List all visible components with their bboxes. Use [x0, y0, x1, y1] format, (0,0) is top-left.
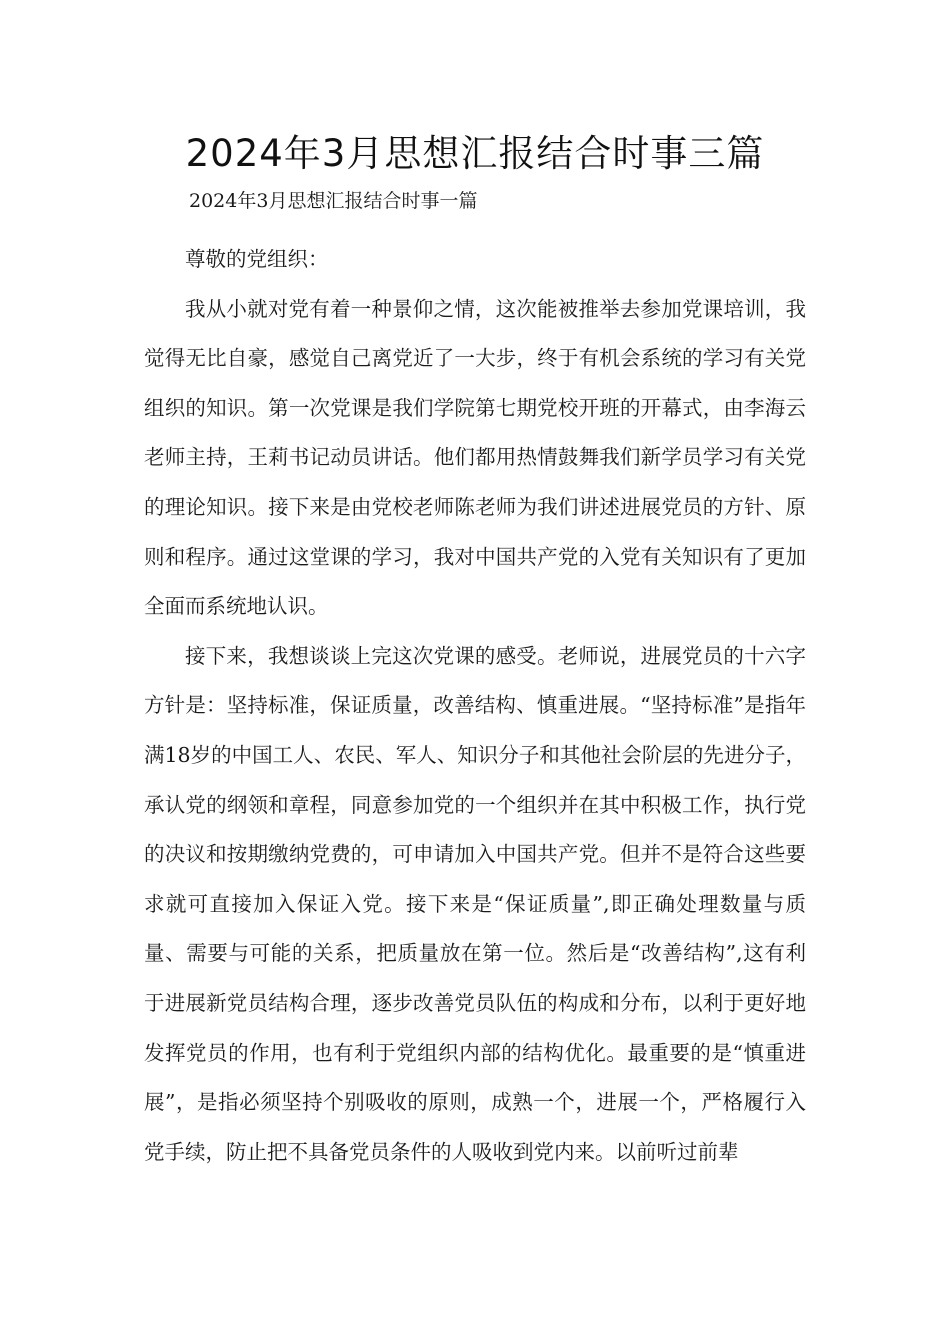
body-paragraph: 我从小就对党有着一种景仰之情，这次能被推举去参加党课培训，我觉得无比自豪，感觉自己离党近了一大步，终于有机会系统的学习有关党组织的知识。第一次党课是我们学院第七期党校开班的开幕式，由李海云老师主持，王莉书记动员讲话。他们都用热情鼓舞我们新学员学习有关党的理论知识。接下来是由党校老师陈老师为我们讲述进展党员的方针、原则和程序。通过这堂课的学习，我对中国共产党的入党有关知识有了更加全面而系统地认识。 [144, 296, 806, 619]
document-title: 2024年3月思想汇报结合时事三篇 [185, 132, 765, 175]
document-body [144, 235, 806, 1177]
salutation: 尊敬的党组织： [185, 247, 329, 271]
document-subtitle: 2024年3月思想汇报结合时事一篇 [189, 190, 478, 212]
body-paragraph: 接下来，我想谈谈上完这次党课的感受。老师说，进展党员的十六字方针是：坚持标准，保证质量，改善结构、慎重进展。“坚持标准”是指年满18岁的中国工人、农民、军人、知识分子和其他社会阶层的先进分子，承认党的纲领和章程，同意参加党的一个组织并在其中积极工作，执行党的决议和按期缴纳党费的，可申请加入中国共产党。但并不是符合这些要求就可直接加入保证入党。接下来是“保证质量”,即正确处理数量与质量、需要与可能的关系，把质量放在第一位。然后是“改善结构”,这有利于进展新党员结构合理，逐步改善党员队伍的构成和分布，以利于更好地发挥党员的作用，也有利于党组织内部的结构优化。最重要的是“慎重进展”，是指必须坚持个别吸收的原则，成熟一个，进展一个，严格履行入党手续，防止把不具备党员条件的人吸收到党内来。以前听过前辈 [144, 643, 806, 1164]
